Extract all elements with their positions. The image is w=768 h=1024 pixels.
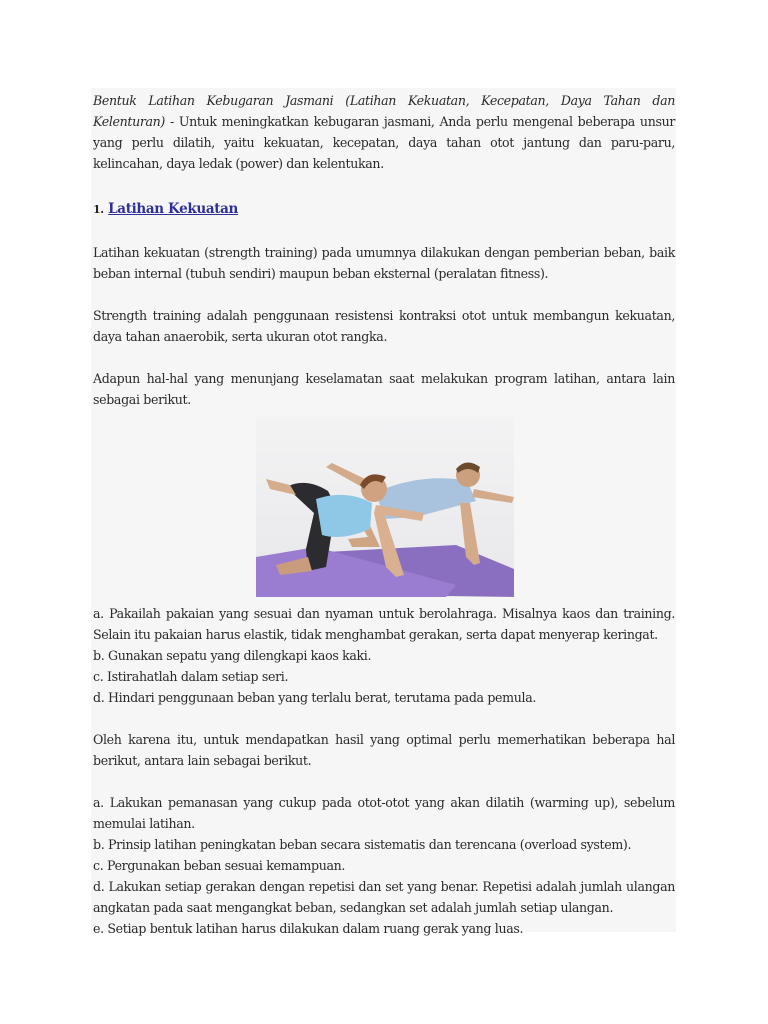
spacer (93, 771, 675, 792)
list-item: e. Setiap bentuk latihan harus dilakukan dalam ruang gerak yang luas. (93, 921, 524, 936)
spacer (93, 221, 675, 242)
spacer (93, 174, 675, 195)
spacer (93, 284, 675, 305)
list-item: c. Pergunakan beban sesuai kemampuan. (93, 858, 346, 873)
exercise-photo-icon (256, 417, 514, 597)
list-item: d. Lakukan setiap gerakan dengan repetisi dan set yang benar. Repetisi adalah jumlah ulangan angkatan pada saat mengangkat beban, sedangkan set adalah jumlah setiap ulangan. (93, 879, 675, 915)
exercise-photo (256, 417, 514, 597)
section-heading (93, 198, 675, 221)
section-number: 1. (93, 203, 104, 216)
list-item: c. Istirahatlah dalam setiap seri. (93, 669, 289, 684)
paragraph-strength-definition: Latihan kekuatan (strength training) pada umumnya dilakukan dengan pemberian beban, baik beban internal (tubuh sendiri) maupun beban eksternal (peralatan fitness). (93, 245, 675, 281)
paragraph-safety-intro: Adapun hal-hal yang menunjang keselamatan saat melakukan program latihan, antara lain sebagai berikut. (93, 371, 675, 407)
list-item: b. Prinsip latihan peningkatan beban secara sistematis dan terencana (overload system). (93, 837, 632, 852)
section-title-link[interactable]: Latihan Kekuatan (108, 201, 238, 217)
article-content (93, 90, 675, 939)
list-item: a. Lakukan pemanasan yang cukup pada otot-otot yang akan dilatih (warming up), sebelum memulai latihan. (93, 795, 675, 831)
list-item: a. Pakailah pakaian yang sesuai dan nyaman untuk berolahraga. Misalnya kaos dan training. Selain itu pakaian harus elastik, tidak menghambat gerakan, serta dapat menyerap keringat. (93, 606, 675, 642)
optimal-list (93, 792, 675, 939)
list-item: b. Gunakan sepatu yang dilengkapi kaos kaki. (93, 648, 372, 663)
spacer (93, 708, 675, 729)
paragraph-strength-training: Strength training adalah penggunaan resistensi kontraksi otot untuk membangun kekuatan, daya tahan anaerobik, serta ukuran otot rangka. (93, 308, 675, 344)
list-item: d. Hindari penggunaan beban yang terlalu berat, terutama pada pemula. (93, 690, 537, 705)
spacer (93, 347, 675, 368)
intro-body: - Untuk meningkatkan kebugaran jasmani, Anda perlu mengenal beberapa unsur yang perlu dilatih, yaitu kekuatan, kecepatan, daya tahan otot jantung dan paru-paru, kelincahan, daya ledak (power) dan kelentukan. (93, 114, 675, 171)
intro-title: Bentuk Latihan Kebugaran Jasmani (Latihan Kekuatan, Kecepatan, Daya Tahan dan Kelenturan) (93, 93, 675, 129)
intro-paragraph (93, 90, 675, 174)
document-page (91, 88, 676, 936)
safety-list (93, 603, 675, 708)
paragraph-transition: Oleh karena itu, untuk mendapatkan hasil yang optimal perlu memerhatikan beberapa hal berikut, antara lain sebagai berikut. (93, 732, 675, 768)
